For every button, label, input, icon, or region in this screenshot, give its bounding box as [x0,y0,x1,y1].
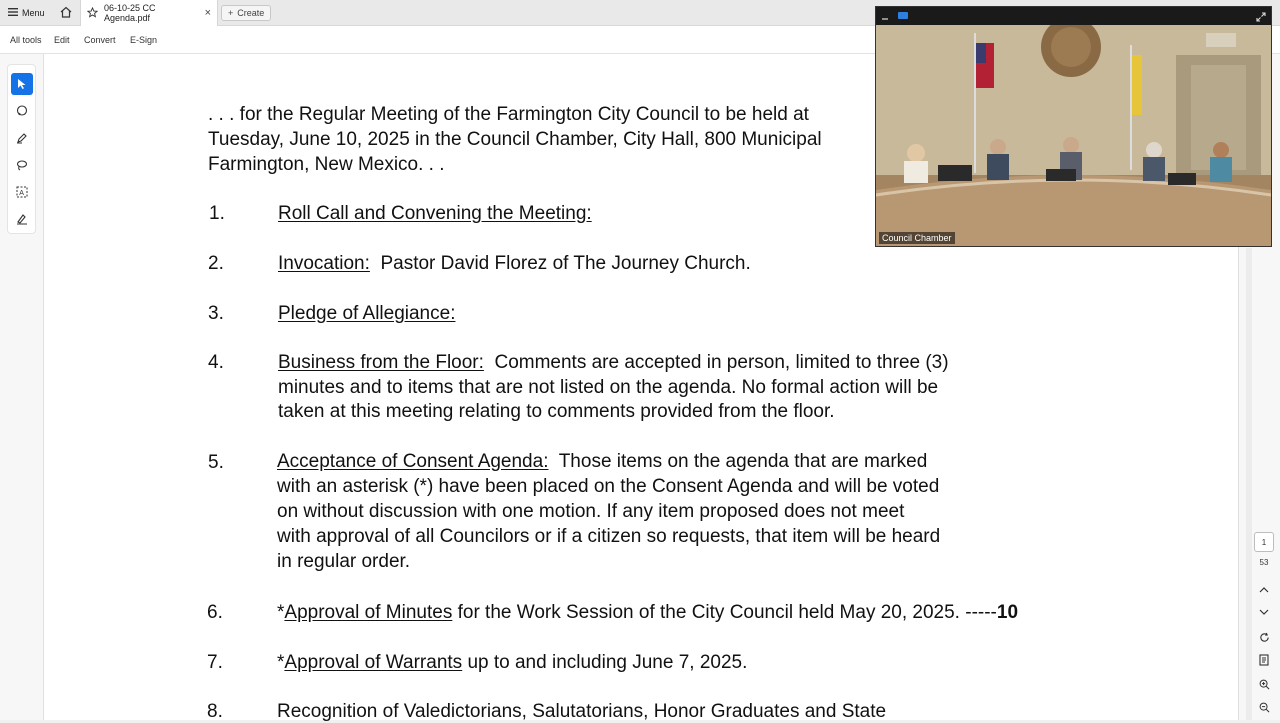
video-titlebar [876,7,1271,25]
item-text: taken at this meeting relating to comments provided from the floor. [278,401,835,422]
lasso-icon[interactable] [11,154,33,176]
page-reference: 10 [996,602,1019,623]
esign-button[interactable]: E-Sign [130,35,158,45]
item-number: 1. [209,203,225,224]
item-text: up to and including June 7, 2025. [462,652,748,673]
video-label: Council Chamber [879,232,955,244]
document-tab[interactable] [80,0,218,26]
item-number: 5. [208,452,224,473]
video-overlay[interactable] [875,6,1272,247]
convert-button[interactable]: Convert [84,35,116,45]
zoom-out-icon[interactable] [1256,699,1272,715]
item-number: 4. [208,352,224,373]
agenda-item [278,253,751,275]
item-number: 7. [207,652,223,673]
consent-marker: * [277,602,285,623]
left-tool-rail [0,54,44,720]
quick-tools-panel [7,64,36,234]
item-text: with an asterisk (*) have been placed on the Consent Agenda and will be voted [277,476,940,497]
item-text: for the Work Session of the City Council held May 20, 2025. ----- [452,602,997,623]
agenda-item-title [278,303,455,325]
item-text: Comments are accepted in person, limited to three (3) [483,352,949,373]
agenda-item-title: Recognition of Valedictorians, Salutatorians, Honor Graduates and State [277,701,887,722]
plus-icon: + [228,8,234,18]
page-number-input[interactable]: 1 [1254,532,1274,552]
consent-marker: * [277,652,285,673]
close-tab-icon[interactable]: × [204,7,211,19]
item-heading: Business from the Floor: [278,352,484,373]
item-heading: Approval of Minutes [284,602,453,623]
intro-line: Farmington, New Mexico. . . [208,154,445,175]
item-number: 3. [208,303,224,324]
page-thumbnail-icon[interactable] [1256,652,1272,668]
item-heading: Roll Call and Convening the Meeting: [278,203,592,224]
text-recognition-icon[interactable] [11,181,33,203]
council-chamber-video-image [876,25,1271,246]
agenda-item [277,602,1018,624]
agenda-item [277,652,747,674]
zoom-in-icon[interactable] [1256,676,1272,692]
agenda-item [277,451,927,473]
intro-line: Tuesday, June 10, 2025 in the Council Chamber, City Hall, 800 Municipal [208,129,822,150]
chevron-up-icon[interactable] [1256,582,1272,598]
hamburger-icon [8,8,18,18]
item-text: Those items on the agenda that are marked [548,451,928,472]
camera-status-icon [898,12,908,19]
video-feed [876,25,1271,246]
comment-icon[interactable] [11,100,33,122]
item-text: Pastor David Florez of The Journey Church. [369,253,751,274]
vertical-scrollbar[interactable] [1246,248,1252,720]
svg-text:A: A [19,190,24,197]
all-tools-button[interactable]: All tools [10,35,42,45]
menu-label: Menu [22,8,45,18]
select-cursor-icon[interactable] [11,73,33,95]
agenda-item-title [278,203,592,225]
refresh-icon[interactable] [1256,629,1272,645]
intro-line: . . . for the Regular Meeting of the Farmington City Council to be held at [208,104,809,125]
menu-button[interactable] [8,0,45,26]
highlight-pen-icon[interactable] [11,127,33,149]
item-heading: Pledge of Allegiance: [278,303,456,324]
edit-button[interactable]: Edit [54,35,70,45]
star-icon[interactable] [87,7,98,20]
chevron-down-icon[interactable] [1256,604,1272,620]
item-number: 8. [207,701,223,722]
item-text: with approval of all Councilors or if a citizen so requests, that item will be heard [277,526,941,547]
home-button[interactable] [58,0,74,26]
item-heading: Invocation: [278,253,370,274]
create-label: Create [237,8,265,18]
create-button[interactable] [221,5,271,21]
home-icon [60,6,72,20]
item-number: 2. [208,253,224,274]
agenda-item [278,352,949,374]
item-heading: Approval of Warrants [284,652,463,673]
item-text: minutes and to items that are not listed on the agenda. No formal action will be [278,377,939,398]
item-text: in regular order. [277,551,411,572]
item-number: 6. [207,602,223,623]
item-heading: Acceptance of Consent Agenda: [277,451,549,472]
item-text: on without discussion with one motion. If any item proposed does not meet [277,501,905,522]
fill-sign-icon[interactable] [11,208,33,230]
document-tab-title: 06-10-25 CC Agenda.pdf [104,3,156,23]
page-total: 53 [1259,558,1269,567]
